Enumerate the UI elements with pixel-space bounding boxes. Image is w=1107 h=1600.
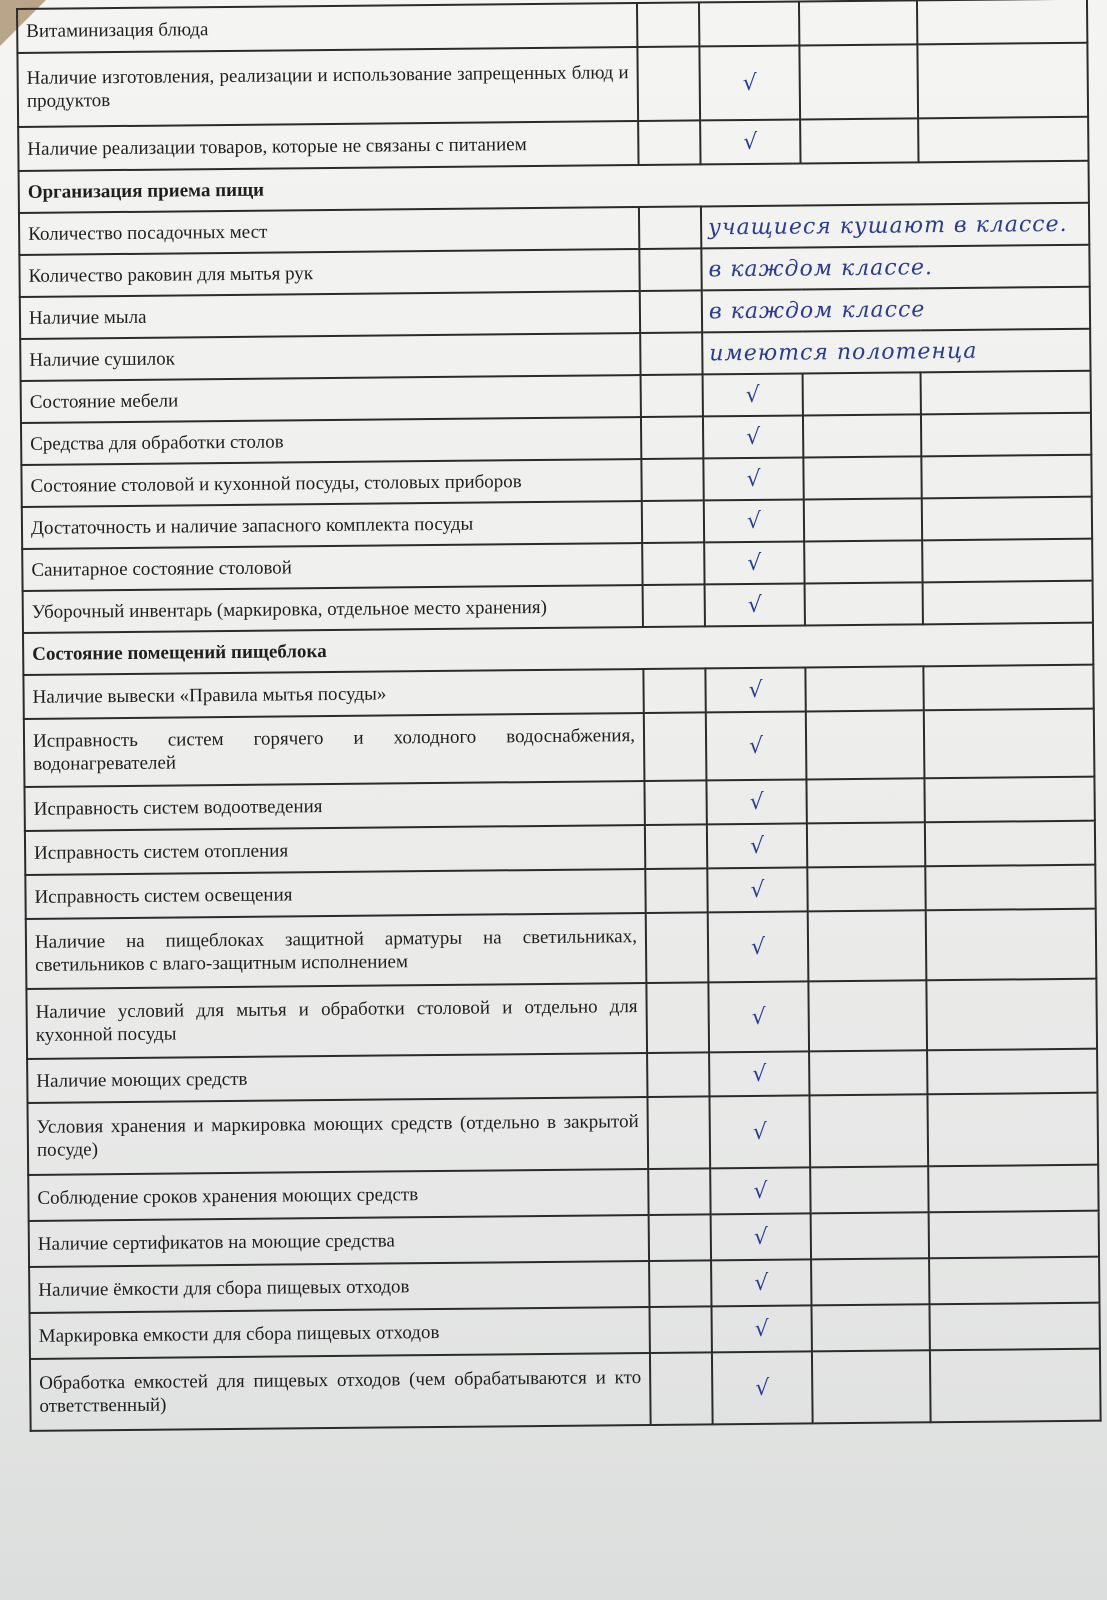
blank-cell <box>641 416 703 459</box>
blank-cell <box>928 1165 1098 1213</box>
blank-cell <box>637 46 700 121</box>
blank-cell <box>648 1168 710 1215</box>
row-label: Наличие вывески «Правила мытья посуды» <box>23 669 643 719</box>
blank-cell <box>927 1049 1097 1095</box>
section-title: Состояние помещений пищеблока <box>23 623 1093 675</box>
blank-cell <box>645 824 707 869</box>
blank-cell <box>812 1350 931 1423</box>
blank-cell <box>806 710 925 779</box>
blank-cell <box>645 868 707 913</box>
blank-cell <box>929 1257 1099 1305</box>
blank-cell <box>923 581 1093 625</box>
blank-cell <box>643 584 705 627</box>
row-label: Условия хранения и маркировка моющих средств (отдельно в закрытой посуде) <box>28 1097 649 1175</box>
blank-cell <box>641 458 703 501</box>
handwritten-note: в каждом классе <box>702 287 1090 333</box>
blank-cell <box>921 413 1091 457</box>
blank-cell <box>640 332 702 375</box>
row-label: Маркировка емкости для сбора пищевых отходов <box>30 1307 650 1359</box>
blank-cell <box>642 542 704 585</box>
blank-cell <box>809 1050 927 1095</box>
blank-cell <box>924 777 1094 823</box>
blank-cell <box>811 1212 929 1259</box>
blank-cell <box>643 668 705 713</box>
table-row <box>26 909 1097 989</box>
row-label: Наличие моющих средств <box>27 1053 647 1103</box>
row-label: Количество раковин для мытья рук <box>19 249 639 297</box>
row-label: Соблюдение сроков хранения моющих средств <box>28 1169 648 1221</box>
blank-cell <box>646 912 709 983</box>
blank-cell <box>800 118 918 163</box>
check-mark: √ <box>705 583 805 626</box>
check-mark: √ <box>704 541 804 584</box>
blank-cell <box>917 0 1087 44</box>
blank-cell <box>809 1094 928 1167</box>
row-label: Наличие ёмкости для сбора пищевых отходов <box>29 1261 649 1313</box>
check-mark: √ <box>710 1167 810 1214</box>
check-mark: √ <box>709 1051 809 1096</box>
blank-cell <box>918 117 1088 163</box>
row-label: Средства для обработки столов <box>21 417 641 465</box>
handwritten-note: в каждом классе. <box>701 245 1089 291</box>
check-mark <box>699 1 799 46</box>
check-mark: √ <box>703 457 803 500</box>
check-mark: √ <box>711 1213 811 1260</box>
row-label: Исправность систем горячего и холодного водоснабжения, водонагревателей <box>24 713 645 787</box>
blank-cell <box>927 1093 1098 1167</box>
blank-cell <box>805 666 923 711</box>
row-label: Состояние столовой и кухонной посуды, столовых приборов <box>21 459 641 507</box>
row-label: Наличие сушилок <box>20 333 640 381</box>
check-mark: √ <box>705 667 805 712</box>
table-row <box>24 709 1095 787</box>
row-label: Наличие на пищеблоках защитной арматуры на светильниках, светильников с влаго-защитным исполнением <box>26 913 647 989</box>
blank-cell <box>649 1306 711 1353</box>
check-mark: √ <box>703 373 803 416</box>
check-mark: √ <box>707 867 807 912</box>
check-mark: √ <box>709 1095 810 1168</box>
blank-cell <box>930 1349 1101 1423</box>
handwritten-note: учащиеся кушают в классе. <box>701 203 1089 249</box>
blank-cell <box>647 1052 709 1097</box>
blank-cell <box>929 1303 1099 1351</box>
blank-cell <box>929 1211 1099 1259</box>
check-mark: √ <box>712 1351 813 1424</box>
check-mark: √ <box>707 823 807 868</box>
blank-cell <box>650 1352 713 1425</box>
inspection-checklist-table <box>16 0 1102 1432</box>
check-mark: √ <box>706 711 807 780</box>
check-mark: √ <box>711 1305 811 1352</box>
row-label: Состояние мебели <box>21 375 641 423</box>
row-label: Исправность систем отопления <box>25 825 645 875</box>
blank-cell <box>639 206 701 249</box>
table-row <box>17 43 1088 127</box>
check-mark: √ <box>700 119 800 164</box>
row-label: Санитарное состояние столовой <box>22 543 642 591</box>
section-title: Организация приема пищи <box>19 161 1089 213</box>
row-label: Количество посадочных мест <box>19 207 639 255</box>
blank-cell <box>926 909 1097 981</box>
blank-cell <box>808 910 927 981</box>
row-label: Обработка емкостей для пищевых отходов (чем обрабатываются и кто ответственный) <box>30 1353 651 1431</box>
table-row <box>26 979 1097 1059</box>
blank-cell <box>647 1096 710 1169</box>
blank-cell <box>644 712 707 781</box>
check-mark: √ <box>699 45 800 120</box>
row-label: Наличие сертификатов на моющие средства <box>29 1215 649 1267</box>
row-label: Наличие условий для мытья и обработки столовой и отдельно для кухонной посуды <box>26 983 647 1059</box>
handwritten-note: имеются полотенца <box>702 329 1090 375</box>
blank-cell <box>804 498 922 541</box>
blank-cell <box>811 1258 929 1305</box>
table-row <box>30 1349 1101 1431</box>
row-label: Достаточность и наличие запасного комплекта посуды <box>22 501 642 549</box>
blank-cell <box>922 497 1092 541</box>
row-label: Исправность систем освещения <box>25 869 645 919</box>
blank-cell <box>807 866 925 911</box>
blank-cell <box>923 665 1093 711</box>
blank-cell <box>803 414 921 457</box>
blank-cell <box>799 44 918 119</box>
blank-cell <box>803 372 921 415</box>
blank-cell <box>807 822 925 867</box>
blank-cell <box>922 539 1092 583</box>
check-mark: √ <box>703 415 803 458</box>
blank-cell <box>810 1166 928 1213</box>
blank-cell <box>921 371 1091 415</box>
row-label: Наличие реализации товаров, которые не связаны с питанием <box>18 121 638 171</box>
row-label: Наличие изготовления, реализации и использование запрещенных блюд и продуктов <box>17 47 638 127</box>
check-mark: √ <box>704 499 804 542</box>
blank-cell <box>811 1304 929 1351</box>
check-mark: √ <box>708 911 809 982</box>
row-label: Исправность систем водоотведения <box>24 781 644 831</box>
row-label: Уборочный инвентарь (маркировка, отдельное место хранения) <box>23 585 643 633</box>
blank-cell <box>640 290 702 333</box>
blank-cell <box>925 821 1095 867</box>
blank-cell <box>644 780 706 825</box>
blank-cell <box>925 865 1095 911</box>
blank-cell <box>803 456 921 499</box>
blank-cell <box>921 455 1091 499</box>
blank-cell <box>641 374 703 417</box>
blank-cell <box>926 979 1097 1051</box>
blank-cell <box>649 1214 711 1261</box>
table-row <box>28 1093 1099 1175</box>
blank-cell <box>924 709 1095 779</box>
blank-cell <box>805 582 923 625</box>
blank-cell <box>649 1260 711 1307</box>
blank-cell <box>806 778 924 823</box>
blank-cell <box>646 982 709 1053</box>
row-label: Наличие мыла <box>20 291 640 339</box>
row-label: Витаминизация блюда <box>17 3 637 53</box>
check-mark: √ <box>706 779 806 824</box>
check-mark: √ <box>711 1259 811 1306</box>
blank-cell <box>917 43 1088 119</box>
blank-cell <box>639 248 701 291</box>
blank-cell <box>799 0 917 45</box>
blank-cell <box>638 120 700 165</box>
check-mark: √ <box>708 981 809 1052</box>
blank-cell <box>637 2 699 47</box>
blank-cell <box>808 980 927 1051</box>
blank-cell <box>804 540 922 583</box>
blank-cell <box>642 500 704 543</box>
